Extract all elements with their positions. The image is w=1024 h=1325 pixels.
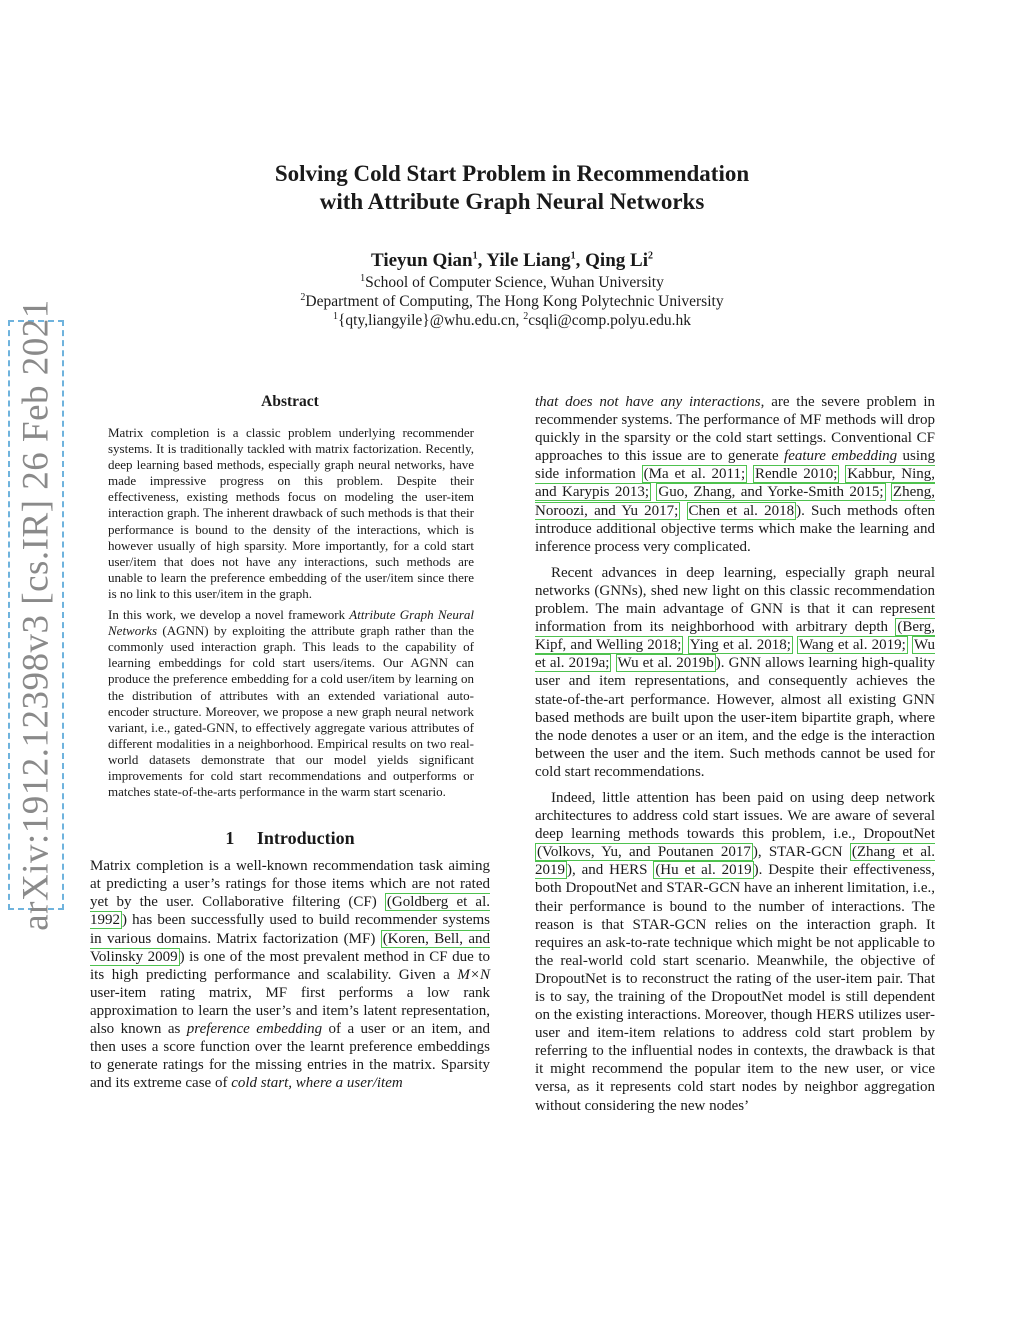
arxiv-identifier[interactable]: arXiv:1912.12398v3 [cs.IR] 26 Feb 2021 [15, 299, 57, 931]
intro-paragraph-2 [535, 564, 935, 781]
email-text[interactable]: csqli@comp.polyu.edu.hk [528, 312, 692, 329]
text-run: Indeed, little attention has been paid on using deep network architectures to address cold start issues. We are aware of several deep learning methods towards this problem, i.e., DropoutNet [535, 789, 935, 843]
left-column [90, 393, 490, 1092]
affil-mark: 2 [300, 291, 306, 303]
affiliation-1 [0, 273, 1024, 292]
text-run: Recent advances in deep learning, especially graph neural networks (GNNs), shed new light on this classic recommendation problem. The main advantage of GNN is that it can represent information from its neighborhood with arbitrary depth [535, 564, 935, 636]
citation-link[interactable]: (Berg, Kipf, and Welling 2018; [535, 619, 935, 654]
email-text[interactable]: {qty,liangyile}@whu.edu.cn, [337, 312, 520, 329]
intro-paragraph-1-continued [535, 393, 935, 556]
text-run: ), STAR-GCN [752, 844, 850, 861]
affiliation-2 [0, 292, 1024, 311]
title-line-2: with Attribute Graph Neural Networks [319, 189, 705, 214]
paper-title [0, 160, 1024, 216]
citation-link[interactable]: Rendle 2010; [754, 466, 838, 483]
text-run: using side information [535, 448, 935, 483]
citation-link[interactable]: Wu et al. 2019a; [535, 637, 936, 672]
citation-link[interactable]: Chen et al. 2018 [688, 502, 795, 519]
text-run: ). Despite their effectiveness, both DropoutNet and STAR-GCN have an inherent limitation, i.e., their performance is bound to the number of interactions. The reason is that STAR-GCN relies on the interaction graph. It requires an ask-to-rate technique which might be not applicable to the real-world cold start scenario. Meanwhile, the objective of DropoutNet is to reconstruct the rating of the user-item pair. That is to say, the training of the DropoutNet model is still dependent on the existing interactions. Moreover, though HERS utilizes user-user and item-item relations to address cold start problem by referring to the influential nodes in contexts, the drawback is that it might recommend the popular item to the new user, or vice versa, as it represents cold start nodes by neighbor aggregation without considering the new nodes’ [535, 862, 935, 1114]
abstract-body [108, 425, 474, 800]
affil-text: Department of Computing, The Hong Kong Polytechnic University [305, 293, 724, 310]
author-name: Tieyun Qian [371, 250, 473, 271]
affil-mark: 1 [360, 272, 366, 284]
text-run: , are the severe problem in recommender systems. The performance of MF methods will drop quickly in the sparsity or the cold start settings. Conventional CF approaches to this issue are to generate [535, 394, 935, 465]
citation-link[interactable]: (Zhang et al. 2019 [535, 844, 935, 879]
affil-text: School of Computer Science, Wuhan University [365, 274, 664, 291]
citation-link[interactable]: Guo, Zhang, and Yorke-Smith 2015; [658, 484, 884, 501]
text-run: ) has been successfully used to build recommender systems in various domains. Matrix factorization (MF) [90, 912, 490, 947]
author-name: Qing Li [585, 250, 648, 271]
text-run: user-item rating matrix, MF first performs a low rank approximation to learn the user’s and item’s latent representation, also known as [90, 984, 490, 1037]
emphasis: feature embedding [784, 448, 898, 465]
citation-link[interactable]: (Goldberg et al. 1992 [90, 894, 490, 929]
citation-link[interactable]: Ying et al. 2018; [689, 637, 791, 654]
text-run: In this work, we develop a novel framework [108, 607, 350, 623]
citation-link[interactable]: Zheng, Noroozi, and Yu 2017; [535, 484, 935, 519]
title-line-1: Solving Cold Start Problem in Recommendation [274, 161, 750, 186]
citation-link[interactable]: Wang et al. 2019; [799, 637, 906, 654]
intro-paragraph-1 [90, 857, 490, 1092]
section-heading-introduction [90, 828, 490, 849]
author-affil-mark: 1 [570, 250, 576, 262]
text-run: ). GNN allows learning high-quality user and item representations, and consequently achieves the state-of-the-art performance. However, almost all existing GNN based methods are built upon the user-item bipartite graph, where the node denotes a user or an item, and the edge is the interaction between the user and the item. Such methods cannot be used for cold start recommendations. [535, 655, 935, 780]
emphasis: preference embedding [186, 1021, 323, 1037]
text-run: ), and HERS [567, 862, 654, 879]
text-run: Matrix completion is a well-known recommendation task aiming at predicting a user’s ratings for those items which are not rated yet by the user. Collaborative filtering (CF) [90, 858, 490, 911]
affil-mark: 1 [332, 310, 338, 322]
right-column [535, 393, 935, 1115]
citation-link[interactable]: (Ma et al. 2011; [643, 466, 746, 483]
author-list: Tieyun Qian$^1$, Yile Liang$^1$, Qing Li$^2$ [371, 250, 653, 271]
arxiv-side-stamp [8, 299, 64, 931]
abstract-paragraph-2 [108, 607, 474, 800]
text-run: ). Such methods often introduce additional objective terms which make the learning and inference process very complicated. [535, 502, 935, 555]
citation-link[interactable]: Kabbur, Ning, and Karypis 2013; [535, 466, 935, 501]
citation-link[interactable]: Wu et al. 2019b [617, 655, 714, 672]
intro-paragraph-3 [535, 789, 935, 1115]
abstract-heading: Abstract [261, 393, 319, 410]
text-run: ) is one of the most prevalent method in CF due to its high predicting performance and scalability. Given a [90, 948, 490, 983]
text-run: of a user or an item, and then uses a score function over the learnt preference embeddings to generate ratings for the missing entries in the matrix. Sparsity and its extreme case of [90, 1021, 490, 1092]
emphasis: that does not have any interactions [535, 394, 761, 410]
affil-mark: 2 [523, 310, 529, 322]
affiliations [0, 273, 1024, 330]
math-expression: M×N [457, 966, 490, 983]
text-run: (AGNN) by exploiting the attribute graph rather than the commonly used interaction graph. This leads to the capability of learning embeddings for cold start users/items. Our AGNN can produce the preference embedding for a cold user/item by learning on the distribution of attributes with an extended variational auto-encoder structure. Moreover, we propose a new graph neural network variant, i.e., gated-GNN, to effectively aggregate various attributes of different modalities in a neighborhood. Empirical results on two real-world datasets demonstrate that our model yields significant improvements for cold start recommendations and outperforms or matches state-of-the-arts performance in the warm start scenario. [108, 623, 474, 800]
citation-link[interactable]: (Volkovs, Yu, and Poutanen 2017 [537, 844, 751, 861]
abstract-paragraph-1: Matrix completion is a classic problem underlying recommender systems. It is traditionally tackled with matrix factorization. Recently, deep learning based methods, especially graph neural networks, have made impressive progress on this problem. Despite their effectiveness, existing methods focus on modeling the user-item interaction graph. The inherent drawback of such methods is that their performance is bound to the density of the interactions, which is however usually of high sparsity. More importantly, for a cold start user/item that does not have any interactions, such methods are unable to learn the preference embedding of the user/item since there is no link to this user/item in the graph. [108, 425, 474, 601]
heading-text: 1 Introduction [225, 828, 355, 849]
author-affil-mark: 1 [472, 250, 478, 262]
emphasis: cold start, where a user/item [231, 1075, 403, 1092]
citation-link[interactable]: (Hu et al. 2019 [655, 862, 752, 879]
emphasis: Attribute Graph Neural Networks [108, 607, 474, 639]
author-emails [0, 311, 1024, 330]
author-name: Yile Liang [486, 250, 571, 271]
citation-link[interactable]: (Koren, Bell, and Volinsky 2009 [90, 930, 490, 965]
author-affil-mark: 2 [647, 250, 653, 262]
